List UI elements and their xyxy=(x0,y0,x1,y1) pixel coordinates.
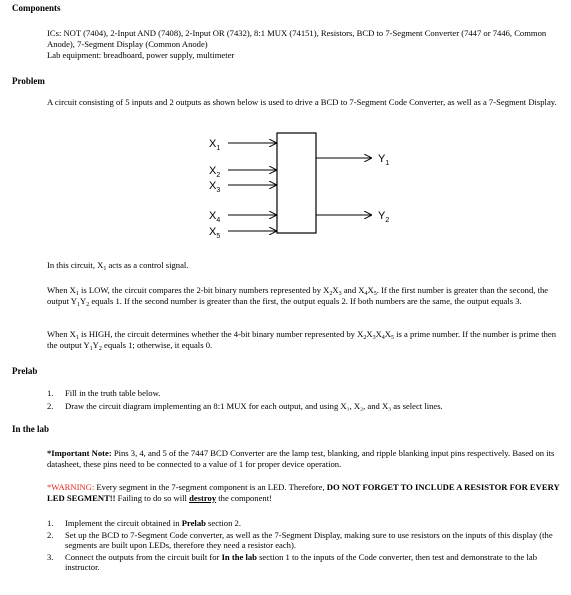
prelab-heading: Prelab xyxy=(12,366,38,376)
problem-heading: Problem xyxy=(12,76,45,86)
list-item: 2. Set up the BCD to 7-Segment Code converter, as well as the 7-Segment Display, making sure to use resistors on the inputs of this display (the segments are built upon LEDs, therefore they need a resistor each). xyxy=(47,529,553,551)
list-item: 2. Draw the circuit diagram implementing an 8:1 MUX for each output, and using X₁, X₂, and X₃ as select lines. xyxy=(47,400,443,411)
output-label-y1: $Y_1$ xyxy=(378,153,390,167)
control-signal-text: In this circuit, $X_1$ acts as a control signal. xyxy=(47,260,189,272)
input-label-x5: $X_5$ xyxy=(209,226,221,240)
output-label-y2: $Y_2$ xyxy=(378,210,390,224)
list-item: 1. Implement the circuit obtained in Prelab section 2. xyxy=(47,518,241,528)
circuit-box xyxy=(277,133,316,233)
high-condition-paragraph: When $X_1$ is HIGH, the circuit determines whether the 4-bit binary number represented by $X_2X_3X_4X_5$ is a prime number. If the number is prime then the output $Y_1Y_2$ equals 1; otherwise, it equals 0. xyxy=(47,329,557,352)
input-label-x2: $X_2$ xyxy=(209,165,221,179)
circuit-block-diagram xyxy=(195,128,425,240)
components-equipment: Lab equipment: breadboard, power supply, multimeter xyxy=(47,50,235,60)
input-label-x3: $X_3$ xyxy=(209,180,221,194)
input-label-x4: $X_4$ xyxy=(209,210,221,224)
prelab-list xyxy=(47,388,557,411)
components-ics: ICs: NOT (7404), 2-Input AND (7408), 2-Input OR (7432), 8:1 MUX (74151), Resistors, BCD to 7-Segment Converter (7447 or 7446, Common Anode), 7-Segment Display (Common Anode) xyxy=(47,28,547,49)
components-heading: Components xyxy=(12,3,61,13)
input-label-x1: $X_1$ xyxy=(209,138,221,152)
low-condition-paragraph: When $X_1$ is LOW, the circuit compares the 2-bit binary numbers represented by $X_2X_3$ and $X_4X_5$. If the first number is greater than the second, the output $Y_1Y_2$ equals 1. If the second number is greater than the first, the output equals 2. If both numbers are the same, the output equals 3. xyxy=(47,285,549,308)
list-item: 1. Fill in the truth table below. xyxy=(47,388,161,398)
inlab-heading: In the lab xyxy=(12,424,50,434)
inlab-list xyxy=(47,518,561,573)
list-item: 3. Connect the outputs from the circuit built for In the lab section 1 to the inputs of the Code converter, then test and demonstrate to the lab instructor. xyxy=(47,551,537,573)
important-note: *Important Note: Pins 3, 4, and 5 of the 7447 BCD Converter are the lamp test, blanking, and ripple blanking input pins respectively. Based on its datasheet, these pins need to be connected to a value of 1 for proper device operation. xyxy=(47,448,555,469)
warning-note: *WARNING: Every segment in the 7-segment component is an LED. Therefore, DO NOT FORGET TO INCLUDE A RESISTOR FOR EVERY LED SEGMENT!! Failing to do so will destroy the component! xyxy=(47,482,560,503)
problem-intro: A circuit consisting of 5 inputs and 2 outputs as shown below is used to drive a BCD to 7-Segment Code Converter, as well as a 7-Segment Display. xyxy=(47,97,557,107)
